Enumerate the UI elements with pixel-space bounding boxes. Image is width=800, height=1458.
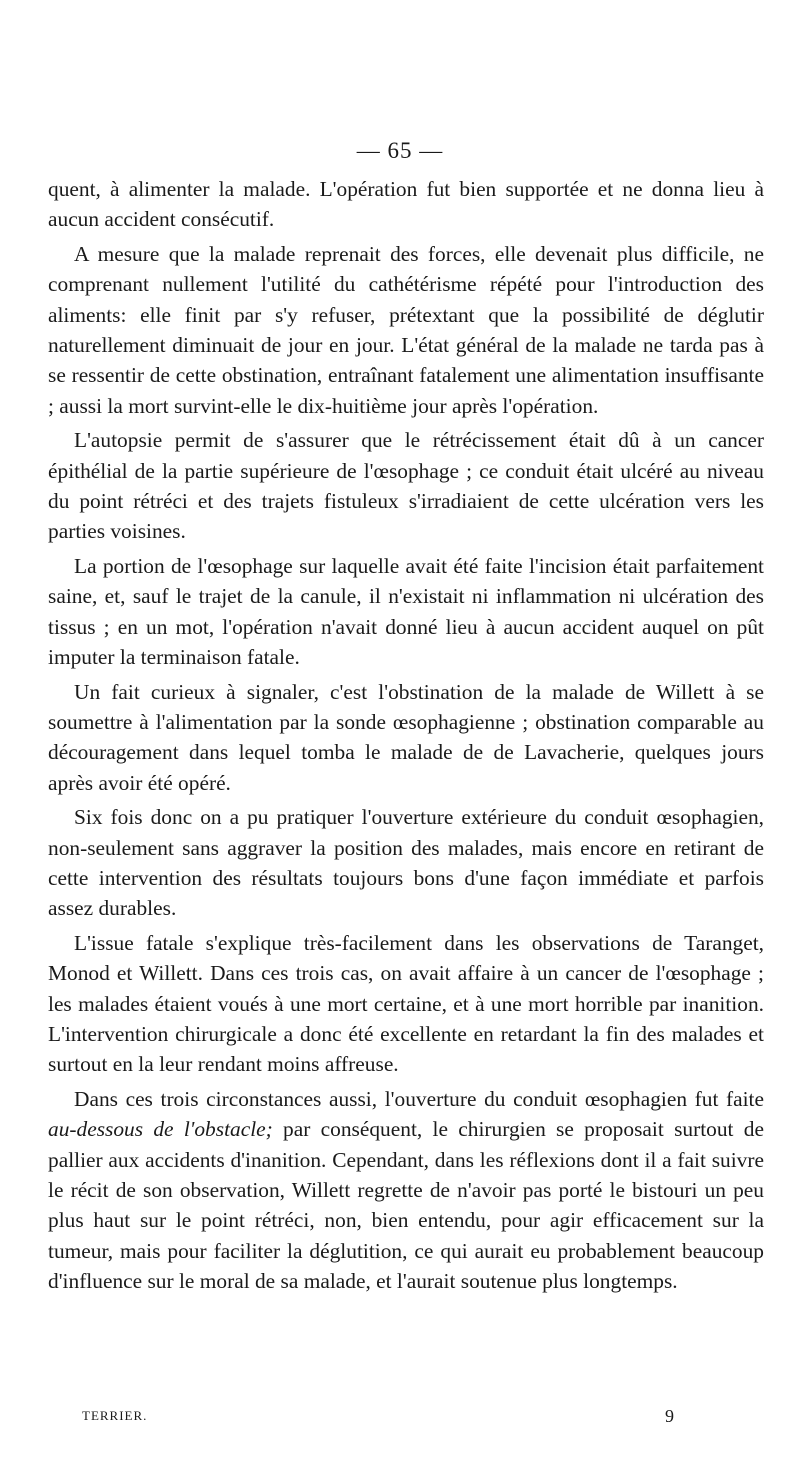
paragraph-continuation: quent, à alimenter la malade. L'opération fut bien supportée et ne donna lieu à aucun accident consécutif.: [48, 177, 764, 232]
paragraph: L'issue fatale s'explique très-facilement dans les observations de Taranget, Monod et Willett. Dans ces trois cas, on avait affaire à un cancer de l'œsophage ; les malades étaient voués à une mort certaine, et à une mort horrible par inanition. L'intervention chirurgicale a donc été excellente en retardant la fin des malades et surtout en la leur rendant moins affreuse.: [48, 930, 764, 1077]
paragraph: Six fois donc on a pu pratiquer l'ouverture extérieure du conduit œsophagien, non-seulement sans aggraver la position des malades, mais encore en retirant de cette intervention des résultats toujours bons d'une façon immédiate et parfois assez durables.: [48, 805, 764, 921]
sheet-number: 9: [665, 1406, 674, 1426]
page-number: — 65 —: [356, 138, 444, 163]
paragraph-text-end: par conséquent, le chirurgien se proposait surtout de pallier aux accidents d'inanition. Cependant, dans les réflexions dont il a fait suivre le récit de son observation, Willett regrette de n'avoir pas porté le bistouri un peu plus haut sur le point rétréci, non, bien entendu, pour agir efficacement sur la tumeur, mais pour faciliter la déglutition, ce qui aurait eu probablement beaucoup d'influence sur le moral de sa malade, et l'aurait soutenue plus longtemps.: [48, 1117, 764, 1294]
italic-phrase: au-dessous de l'obstacle;: [48, 1117, 273, 1142]
paragraph: Un fait curieux à signaler, c'est l'obstination de la malade de Willett à se soumettre à l'alimentation par la sonde œsophagienne ; obstination comparable au découragement dans lequel tomba le malade de de Lavacherie, quelques jours après avoir été opéré.: [48, 679, 764, 795]
paragraph: L'autopsie permit de s'assurer que le rétrécissement était dû à un cancer épithélial de la partie supérieure de l'œsophage ; ce conduit était ulcéré au niveau du point rétréci et des trajets fistuleux s'irradiaient de cette ulcération vers les parties voisines.: [48, 428, 764, 544]
paragraph-text-start: Dans ces trois circonstances aussi, l'ouverture du conduit œsophagien fut faite: [74, 1086, 764, 1111]
paragraph: A mesure que la malade reprenait des forces, elle devenait plus difficile, ne comprenant nullement l'utilité du cathétérisme répété pour l'introduction des aliments: elle finit par s'y refuser, prétextant que la possibilité de déglutir naturellement diminuait de jour en jour. L'état général de la malade ne tarda pas à se ressentir de cette obstination, entraînant fatalement une alimentation insuffisante ; aussi la mort survint-elle le dix-huitième jour après l'opération.: [48, 241, 764, 418]
page-footer: [82, 1408, 682, 1430]
body-text: [48, 174, 764, 1301]
paragraph-last: [48, 1084, 764, 1297]
signature-mark: TERRIER.: [82, 1408, 148, 1423]
paragraph: La portion de l'œsophage sur laquelle avait été faite l'incision était parfaitement saine, et, sauf le trajet de la canule, il n'existait ni inflammation ni ulcération des tissus ; en un mot, l'opération n'avait donné lieu à aucun accident auquel on pût imputer la terminaison fatale.: [48, 553, 764, 670]
